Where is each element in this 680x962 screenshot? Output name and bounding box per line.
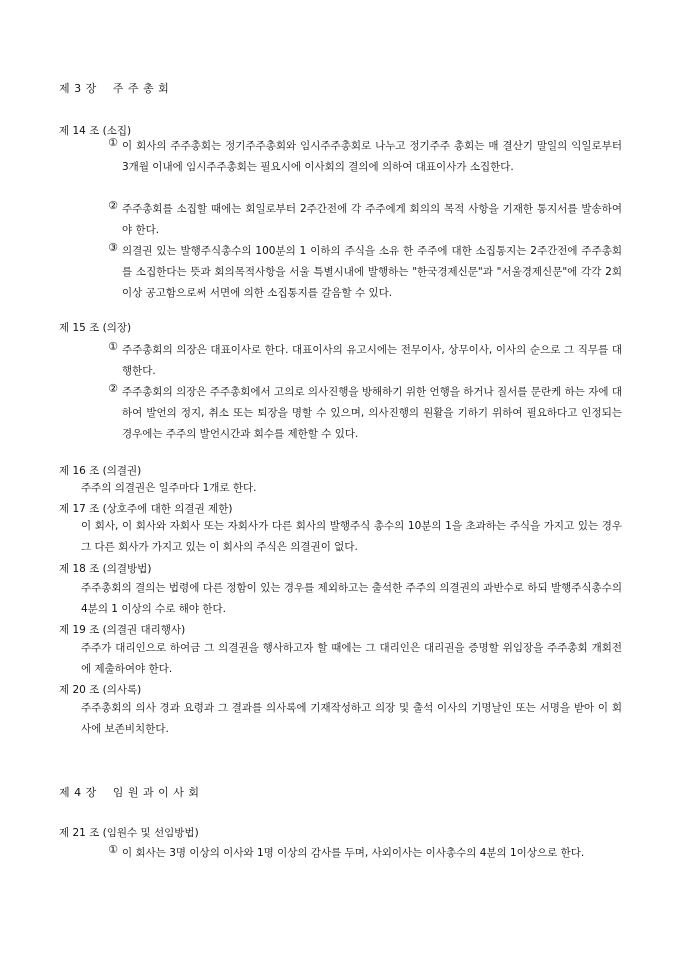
article-15-item-1-text: 주주총회의 의장은 대표이사로 한다. 대표이사의 유고시에는 전무이사, 상무이사, 이사의 순으로 그 직무를 대행한다.: [122, 344, 622, 377]
article-15-heading: 제 15 조 (의장): [59, 322, 132, 334]
article-16-heading: 제 16 조 (의결권): [59, 465, 142, 477]
article-14-item-3-text: 의결권 있는 발행주식총수의 100분의 1 이하의 주식을 소유 한 주주에 대한 소집통지는 2주간전에 주주총회를 소집한다는 뜻과 회의목적사항을 서울 특별시내에 발행하는 "한국경제신문"과 "서울경제신문"에 각각 2회이상 공고함으로써 서면에 의한 소집통지를 갈음할 수 있다.: [122, 245, 622, 299]
article-21-heading: 제 21 조 (임원수 및 선임방법): [59, 827, 199, 839]
article-16-text: 주주의 의결권은 일주마다 1개로 한다.: [81, 482, 257, 494]
article-18-text: 주주총회의 결의는 법령에 다른 정함이 있는 경우를 제외하고는 출석한 주주의 의결권의 과반수로 하되 발행주식총수의 4분의 1 이상의 수로 해야 한다.: [81, 582, 622, 615]
article-14-item-2-text: 주주총회를 소집할 때에는 회일로부터 2주간전에 각 주주에게 회의의 목적 사항을 기재한 통지서를 발송하여야 한다.: [122, 203, 622, 236]
article-17-body: 이 회사, 이 회사와 자회사 또는 자회사가 다른 회사의 발행주식 총수의 10분의 1을 초과하는 주식을 가지고 있는 경우 그 다른 회사가 가지고 있는 이 회사의 주식은 의결권이 없다.: [81, 520, 622, 553]
article-17-heading: 제 17 조 (상호주에 대한 의결권 제한): [59, 503, 233, 515]
circled-number-1: ①: [108, 340, 118, 353]
chapter-3-title: 제 3 장 주 주 총 회: [59, 82, 170, 95]
article-20-text: 주주총회의 의사 경과 요령과 그 결과를 의사록에 기재작성하고 의장 및 출석 이사의 기명날인 또는 서명을 받아 이 회사에 보존비치한다.: [81, 702, 622, 735]
circled-number-2: ②: [108, 199, 118, 212]
article-19-heading: 제 19 조 (의결권 대리행사): [59, 624, 186, 636]
article-17-text: [70, 516, 622, 558]
circled-number-1: ①: [108, 843, 118, 856]
article-20-heading: 제 20 조 (의사록): [59, 684, 142, 696]
circled-number-1: ①: [108, 136, 118, 149]
article-21-item-1-text: 이 회사는 3명 이상의 이사와 1명 이상의 감사를 두며, 사외이사는 이사총수의 4분의 1이상으로 한다.: [122, 847, 585, 859]
article-15-item-2-text: 주주총회의 의장은 주주총회에서 고의로 의사진행을 방해하기 위한 언행을 하거나 질서를 문란케 하는 자에 대하여 발언의 정지, 취소 또는 퇴장을 명할 수 있으며, 의사진행의 원활을 기하기 위하여 필요하다고 인정되는 경우에는 주주의 발언시간과 회수를 제한할 수 있다.: [122, 386, 622, 440]
chapter-4-title: 제 4 장 임 원 과 이 사 회: [59, 786, 200, 799]
article-18-heading: 제 18 조 (의결방법): [59, 563, 152, 575]
article-14-item-1-text: 이 회사의 주주총회는 정기주주총회와 임시주주총회로 나누고 정기주주 총회는 매 결산기 말일의 익일로부터 3개월 이내에 임시주주총회는 필요시에 이사회의 결의에 의하여 대표이사가 소집한다.: [122, 140, 622, 173]
article-14-heading: 제 14 조 (소집): [59, 125, 132, 137]
circled-number-2: ②: [108, 382, 118, 395]
article-19-text: 주주가 대리인으로 하여금 그 의결권을 행사하고자 할 때에는 그 대리인은 대리권을 증명할 위임장을 주주총회 개회전에 제출하여야 한다.: [81, 642, 622, 675]
circled-number-3: ③: [108, 241, 118, 254]
